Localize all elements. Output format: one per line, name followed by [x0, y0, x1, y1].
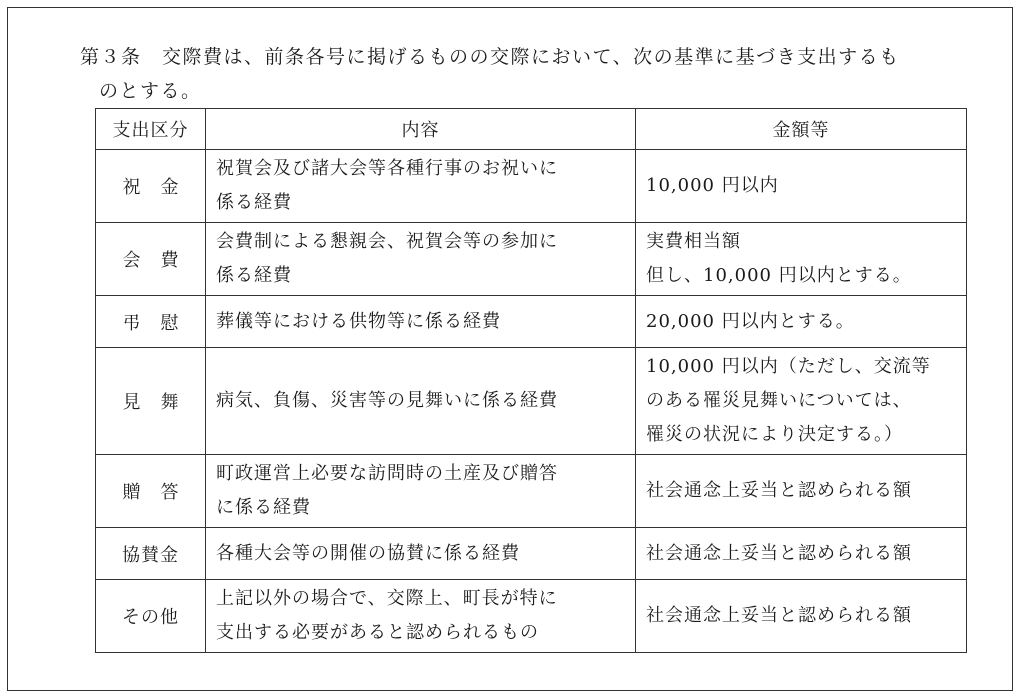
table-row [96, 223, 967, 296]
table-row [96, 528, 967, 580]
table-row [96, 296, 967, 348]
category-label: 祝金 [122, 177, 199, 198]
category-label: 見舞 [122, 392, 199, 413]
amount-text: 社会通念上妥当と認められる額 [646, 605, 912, 626]
table-row [96, 150, 967, 223]
header-amount: 金額等 [636, 109, 967, 150]
row-content [206, 223, 636, 296]
row-amount [636, 455, 967, 528]
row-category [96, 455, 206, 528]
row-category [96, 150, 206, 223]
content-text: 町政運営上必要な訪問時の土産及び贈答 に係る経費 [216, 463, 558, 518]
content-text: 祝賀会及び諸大会等各種行事のお祝いに 係る経費 [216, 158, 558, 213]
row-category [96, 348, 206, 455]
row-amount [636, 296, 967, 348]
article-line-2: のとする。 [99, 80, 202, 102]
row-content [206, 528, 636, 580]
article-line-1: 第３条 交際費は、前条各号に掲げるものの交際において、次の基準に基づき支出するも [80, 46, 900, 68]
content-text: 会費制による懇親会、祝賀会等の参加に 係る経費 [216, 231, 558, 286]
row-content [206, 580, 636, 653]
table-header-row [96, 109, 967, 150]
row-content [206, 455, 636, 528]
row-amount [636, 580, 967, 653]
row-amount [636, 223, 967, 296]
amount-text: 20,000 円以内とする。 [646, 310, 855, 332]
row-amount [636, 150, 967, 223]
row-amount [636, 348, 967, 455]
row-category [96, 296, 206, 348]
content-text: 上記以外の場合で、交際上、町長が特に 支出する必要があると認められるもの [216, 588, 558, 643]
table-row [96, 580, 967, 653]
row-category [96, 528, 206, 580]
category-label: 贈答 [122, 482, 199, 503]
row-content [206, 296, 636, 348]
amount-text: 社会通念上妥当と認められる額 [646, 542, 912, 564]
category-label: 弔慰 [122, 312, 199, 334]
amount-text: 10,000 円以内 [646, 175, 779, 196]
amount-text: 社会通念上妥当と認められる額 [646, 480, 912, 501]
amount-text: 10,000 円以内（ただし、交流等 のある罹災見舞いについては、 罹災の状況により決定する。） [646, 356, 931, 445]
content-text: 各種大会等の開催の協賛に係る経費 [216, 542, 520, 564]
table-row [96, 455, 967, 528]
category-label: 会費 [122, 250, 199, 271]
row-content [206, 348, 636, 455]
expense-table [95, 108, 967, 653]
header-category: 支出区分 [96, 109, 206, 150]
content-text: 病気、負傷、災害等の見舞いに係る経費 [216, 390, 558, 411]
row-category [96, 580, 206, 653]
row-amount [636, 528, 967, 580]
category-label: その他 [122, 607, 179, 628]
header-content: 内容 [206, 109, 636, 150]
amount-text: 実費相当額 但し、10,000 円以内とする。 [646, 231, 912, 286]
content-text: 葬儀等における供物等に係る経費 [216, 310, 501, 332]
article-text [80, 40, 980, 108]
row-category [96, 223, 206, 296]
category-label: 協賛金 [122, 544, 179, 566]
row-content [206, 150, 636, 223]
table-row [96, 348, 967, 455]
